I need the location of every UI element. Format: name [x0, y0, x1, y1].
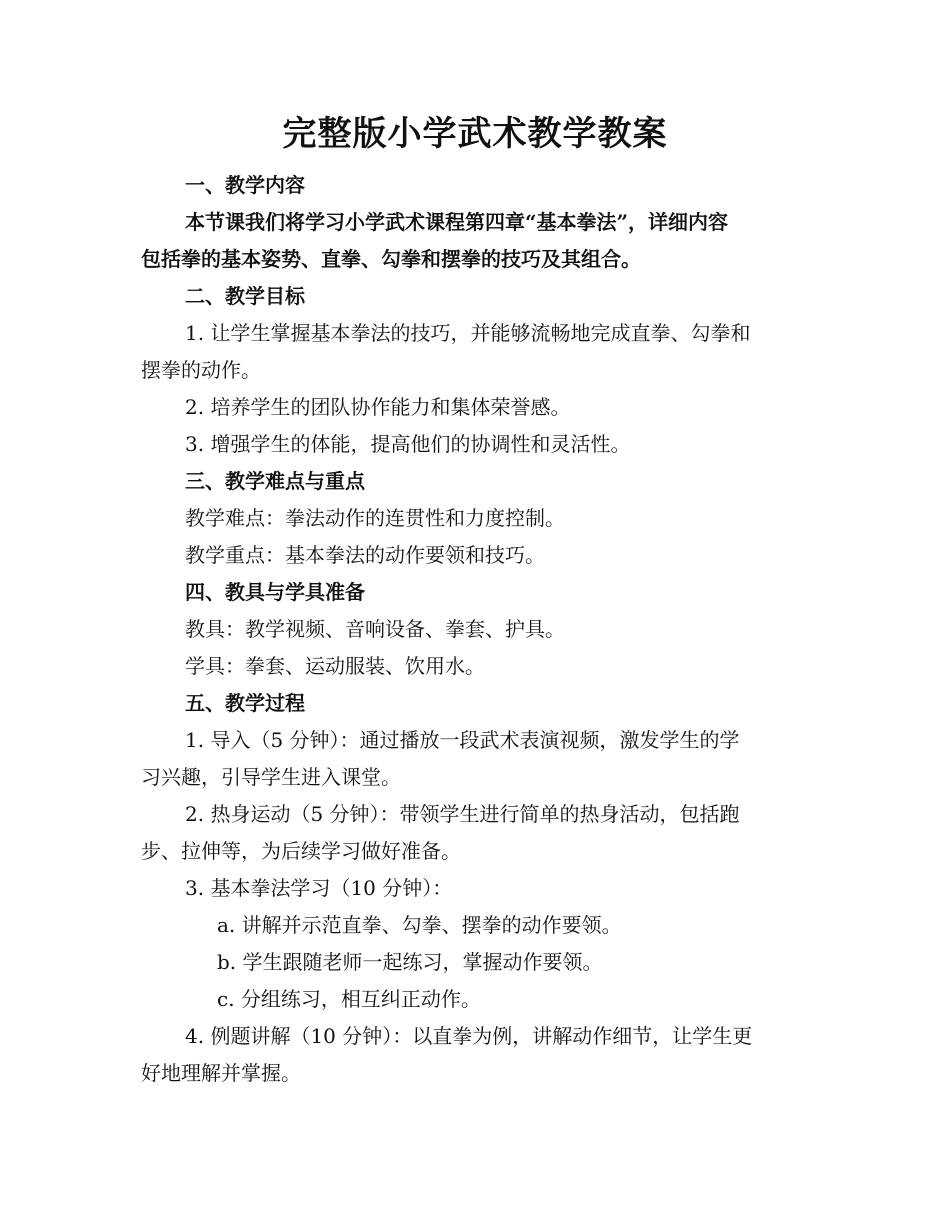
process-substep: a. 讲解并示范直拳、勾拳、摆拳的动作要领。: [217, 913, 622, 937]
difficulty-text: 教学难点：拳法动作的连贯性和力度控制。: [185, 506, 565, 530]
process-substep: b. 学生跟随老师一起练习，掌握动作要领。: [217, 950, 603, 974]
section-heading-tools: 四、教具与学具准备: [185, 580, 365, 604]
section-heading-difficulty: 三、教学难点与重点: [185, 469, 365, 493]
process-line: 2. 热身运动（5 分钟）：带领学生进行简单的热身活动，包括跑: [185, 802, 740, 826]
process-step: [141, 1018, 811, 1092]
goal-item: 3. 增强学生的体能，提高他们的协调性和灵活性。: [185, 432, 631, 456]
goal-item: 2. 培养学生的团队协作能力和集体荣誉感。: [185, 395, 571, 419]
section-heading-goals: 二、教学目标: [185, 284, 305, 308]
process-step: 3. 基本拳法学习（10 分钟）：: [185, 876, 453, 900]
goal-item: [141, 315, 811, 389]
goal-line: 摆拳的动作。: [141, 358, 261, 382]
process-step: [141, 796, 811, 870]
process-line: 4. 例题讲解（10 分钟）：以直拳为例，讲解动作细节，让学生更: [185, 1024, 753, 1048]
goal-line: 1. 让学生掌握基本拳法的技巧，并能够流畅地完成直拳、勾拳和: [185, 321, 751, 345]
process-line: 1. 导入（5 分钟）：通过播放一段武术表演视频，激发学生的学: [185, 728, 740, 752]
process-substep: c. 分组练习，相互纠正动作。: [217, 987, 481, 1011]
process-line: 步、拉伸等，为后续学习做好准备。: [141, 839, 461, 863]
process-line: 好地理解并掌握。: [141, 1061, 301, 1085]
process-step: [141, 722, 811, 796]
student-tools-text: 学具：拳套、运动服装、饮用水。: [185, 654, 485, 678]
teacher-tools-text: 教具：教学视频、音响设备、拳套、护具。: [185, 617, 565, 641]
key-point-text: 教学重点：基本拳法的动作要领和技巧。: [185, 543, 545, 567]
content-line: 本节课我们将学习小学武术课程第四章“基本拳法”，详细内容: [185, 210, 729, 234]
process-line: 习兴趣，引导学生进入课堂。: [141, 765, 401, 789]
document-title: 完整版小学武术教学教案: [282, 114, 668, 154]
section-heading-process: 五、教学过程: [185, 691, 305, 715]
content-paragraph: [141, 204, 811, 278]
document-body: [141, 167, 811, 1092]
section-heading-content: 一、教学内容: [185, 173, 305, 197]
content-line: 包括拳的基本姿势、直拳、勾拳和摆拳的技巧及其组合。: [141, 247, 641, 271]
